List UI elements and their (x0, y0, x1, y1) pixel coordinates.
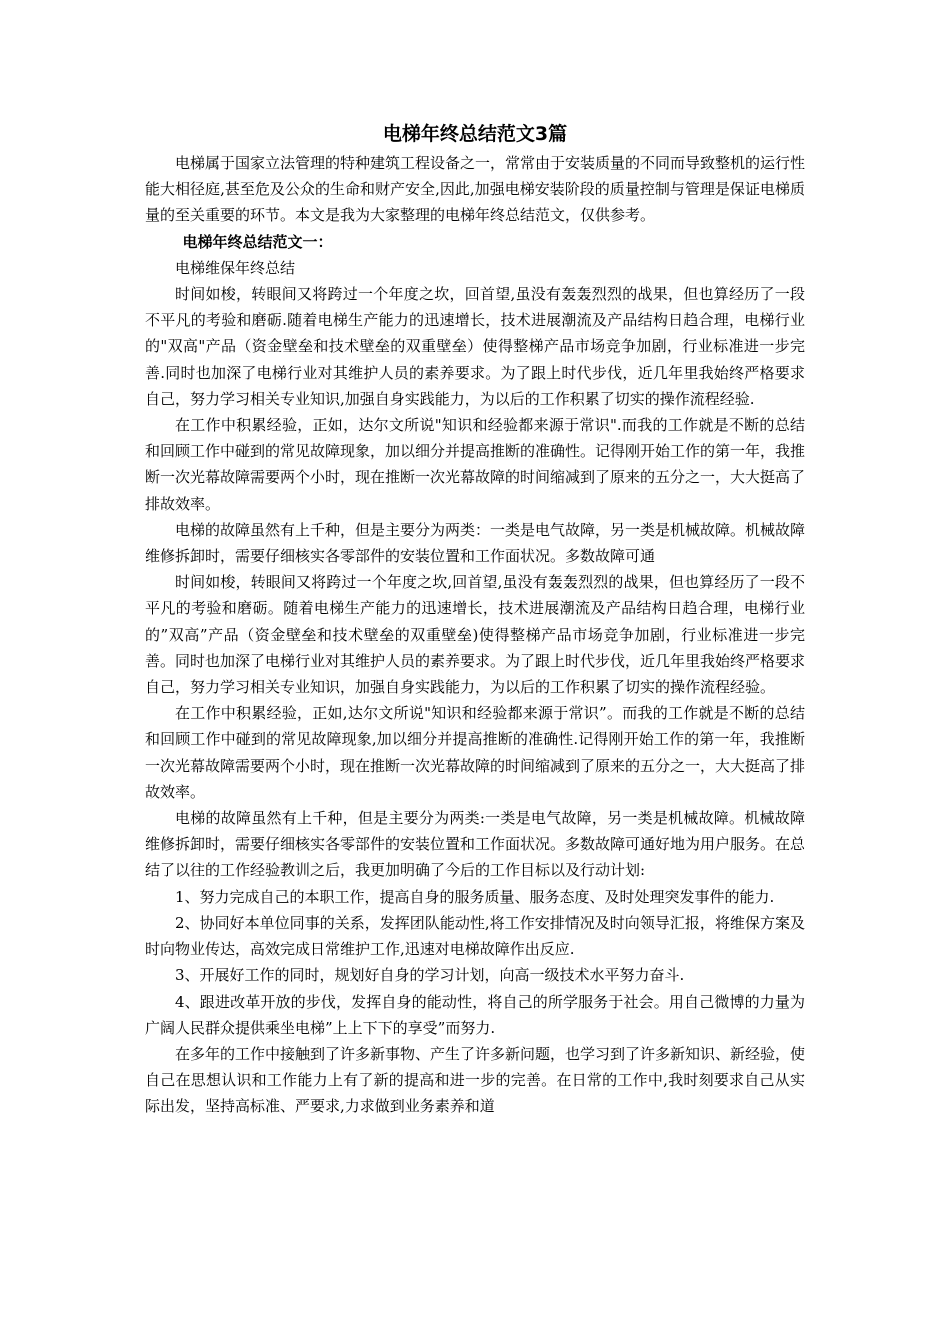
plan-item-3: 3、开展好工作的同时，规划好自身的学习计划，向高一级技术水平努力奋斗. (175, 966, 685, 985)
body-paragraph-2: 在工作中积累经验，正如，达尔文所说"知识和经验都来源于常识".而我的工作就是不断的总结和回顾工作中碰到的常见故障现象，加以细分并提高推断的准确性。记得刚开始工作的第一年，我推断一次光幕故障需要两个小时，现在推断一次光幕故障的时间缩减到了原来的五分之一，大大挺高了排故效率。 (145, 416, 806, 513)
section-subtitle: 电梯维保年终总结 (175, 258, 296, 277)
document-title: 电梯年终总结范文3篇 (382, 123, 568, 145)
intro-paragraph: 电梯属于国家立法管理的特种建筑工程设备之一，常常由于安装质量的不同而导致整机的运行性能大相径庭,甚至危及公众的生命和财产安全,因此,加强电梯安装阶段的质量控制与管理是保证电梯质量的至关重要的环节。本文是我为大家整理的电梯年终总结范文，仅供参考。 (145, 154, 806, 225)
body-paragraph-4: 时间如梭，转眼间又将跨过一个年度之坎,回首望,虽没有轰轰烈烈的战果，但也算经历了一段不平凡的考验和磨砺。随着电梯生产能力的迅速增长，技术进展潮流及产品结构日趋合理，电梯行业的”双高”产品（资金壁垒和技术壁垒的双重壁垒)使得整梯产品市场竞争加剧，行业标准进一步完善。同时也加深了电梯行业对其维护人员的素养要求。为了跟上时代步伐，近几年里我始终严格要求自己，努力学习相关专业知识，加强自身实践能力，为以后的工作积累了切实的操作流程经验。 (145, 573, 806, 697)
plan-item-4: 4、跟进改革开放的步伐，发挥自身的能动性，将自己的所学服务于社会。用自己微博的力量为广阔人民群众提供乘坐电梯”上上下下的享受”而努力. (145, 992, 805, 1037)
body-paragraph-3: 电梯的故障虽然有上千种，但是主要分为两类：一类是电气故障，另一类是机械故障。机械故障维修拆卸时，需要仔细核实各零部件的安装位置和工作面状况。多数故障可通 (145, 520, 806, 566)
plan-item-2: 2、协同好本单位同事的关系，发挥团队能动性,将工作安排情况及时向领导汇报，将维保方案及时向物业传达，高效完成日常维护工作,迅速对电梯故障作出反应. (145, 913, 805, 959)
body-paragraph-7: 在多年的工作中接触到了许多新事物、产生了许多新问题，也学习到了许多新知识、新经验，使自己在思想认识和工作能力上有了新的提高和进一步的完善。在日常的工作中,我时刻要求自己从实际出发，坚持高标准、严要求,力求做到业务素养和道 (145, 1044, 806, 1116)
plan-item-1: 1、努力完成自己的本职工作，提高自身的服务质量、服务态度、及时处理突发事件的能力. (175, 887, 775, 906)
section-heading: 电梯年终总结范文一： (182, 232, 333, 251)
body-paragraph-1: 时间如梭，转眼间又将跨过一个年度之坎，回首望,虽没有轰轰烈烈的战果，但也算经历了一段不平凡的考验和磨砺.随着电梯生产能力的迅速增长，技术进展潮流及产品结构日趋合理，电梯行业的"双高"产品（资金壁垒和技术壁垒的双重壁垒）使得整梯产品市场竞争加剧，行业标准进一步完善.同时也加深了电梯行业对其维护人员的素养要求。为了跟上时代步伐，近几年里我始终严格要求自己，努力学习相关专业知识,加强自身实践能力，为以后的工作积累了切实的操作流程经验. (145, 285, 805, 408)
body-paragraph-6: 电梯的故障虽然有上千种，但是主要分为两类:一类是电气故障，另一类是机械故障。机械故障维修拆卸时，需要仔细核实各零部件的安装位置和工作面状况。多数故障可通好地为用户服务。在总结了以往的工作经验教训之后，我更加明确了今后的工作目标以及行动计划: (145, 809, 806, 880)
body-paragraph-5: 在工作中积累经验，正如,达尔文所说"知识和经验都来源于常识”。而我的工作就是不断的总结和回顾工作中碰到的常见故障现象,加以细分并提高推断的准确性.记得刚开始工作的第一年，我推断一次光幕故障需要两个小时，现在推断一次光幕故障的时间缩减到了原来的五分之一，大大挺高了排故效率。 (145, 704, 806, 801)
document-page (145, 118, 805, 1120)
